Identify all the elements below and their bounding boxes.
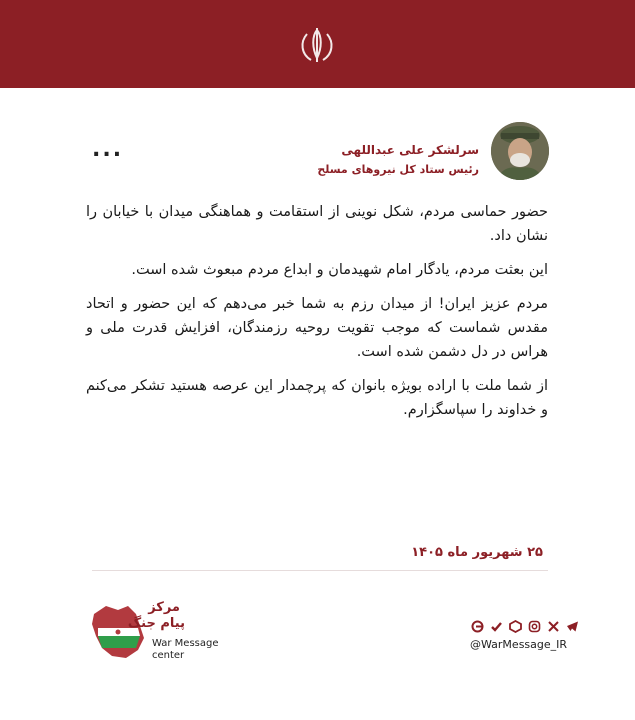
logo-text-line2: پیام جنگ (127, 616, 185, 631)
rubika-icon[interactable] (508, 619, 522, 633)
logo-text-line1: مرکز (148, 600, 180, 615)
war-message-map-logo-icon (88, 600, 148, 662)
x-icon[interactable] (546, 619, 560, 633)
post-paragraph: این بعثت مردم، یادگار امام شهیدمان و ابداع مردم مبعوث شده است. (131, 262, 548, 278)
bale-icon[interactable] (489, 619, 503, 633)
post-date: ۲۵ شهریور ماه ۱۴۰۵ (411, 545, 543, 560)
author-title: رئیس ستاد کل نیروهای مسلح (317, 163, 479, 176)
header-banner (0, 0, 635, 88)
eitaa-icon[interactable] (470, 619, 484, 633)
social-handle[interactable]: @WarMessage_IR (470, 638, 568, 651)
post-paragraph: مردم عزیز ایران! از میدان رزم به شما خبر می‌دهم که این حضور و اتحاد مقدس شماست که موجب تقویت روحیه رزمندگان، افزایش قدرت ملی و هراس در دل دشمن شده است. (86, 296, 548, 360)
logo-english-text (152, 638, 219, 662)
author-name[interactable]: سرلشکر علی عبداللهی (341, 143, 479, 157)
instagram-icon[interactable] (527, 619, 541, 633)
post-body (86, 200, 548, 432)
post-paragraph: حضور حماسی مردم، شکل نوینی از استقامت و هماهنگی میدان با خیابان را نشان داد. (86, 204, 548, 244)
post-paragraph: از شما ملت با اراده بویژه بانوان که پرچمدار این عرصه هستید تشکر می‌کنم و خداوند را سپاسگزارم. (86, 378, 548, 418)
divider (92, 570, 548, 571)
social-icons (470, 618, 579, 634)
logo-en-line1: War Message (152, 638, 219, 649)
avatar-photo (491, 122, 549, 180)
telegram-icon[interactable] (565, 619, 579, 633)
more-options-icon[interactable]: ... (92, 137, 124, 162)
author-avatar[interactable] (491, 122, 549, 180)
logo-en-line2: center (152, 650, 185, 661)
iran-emblem-icon (295, 26, 339, 66)
